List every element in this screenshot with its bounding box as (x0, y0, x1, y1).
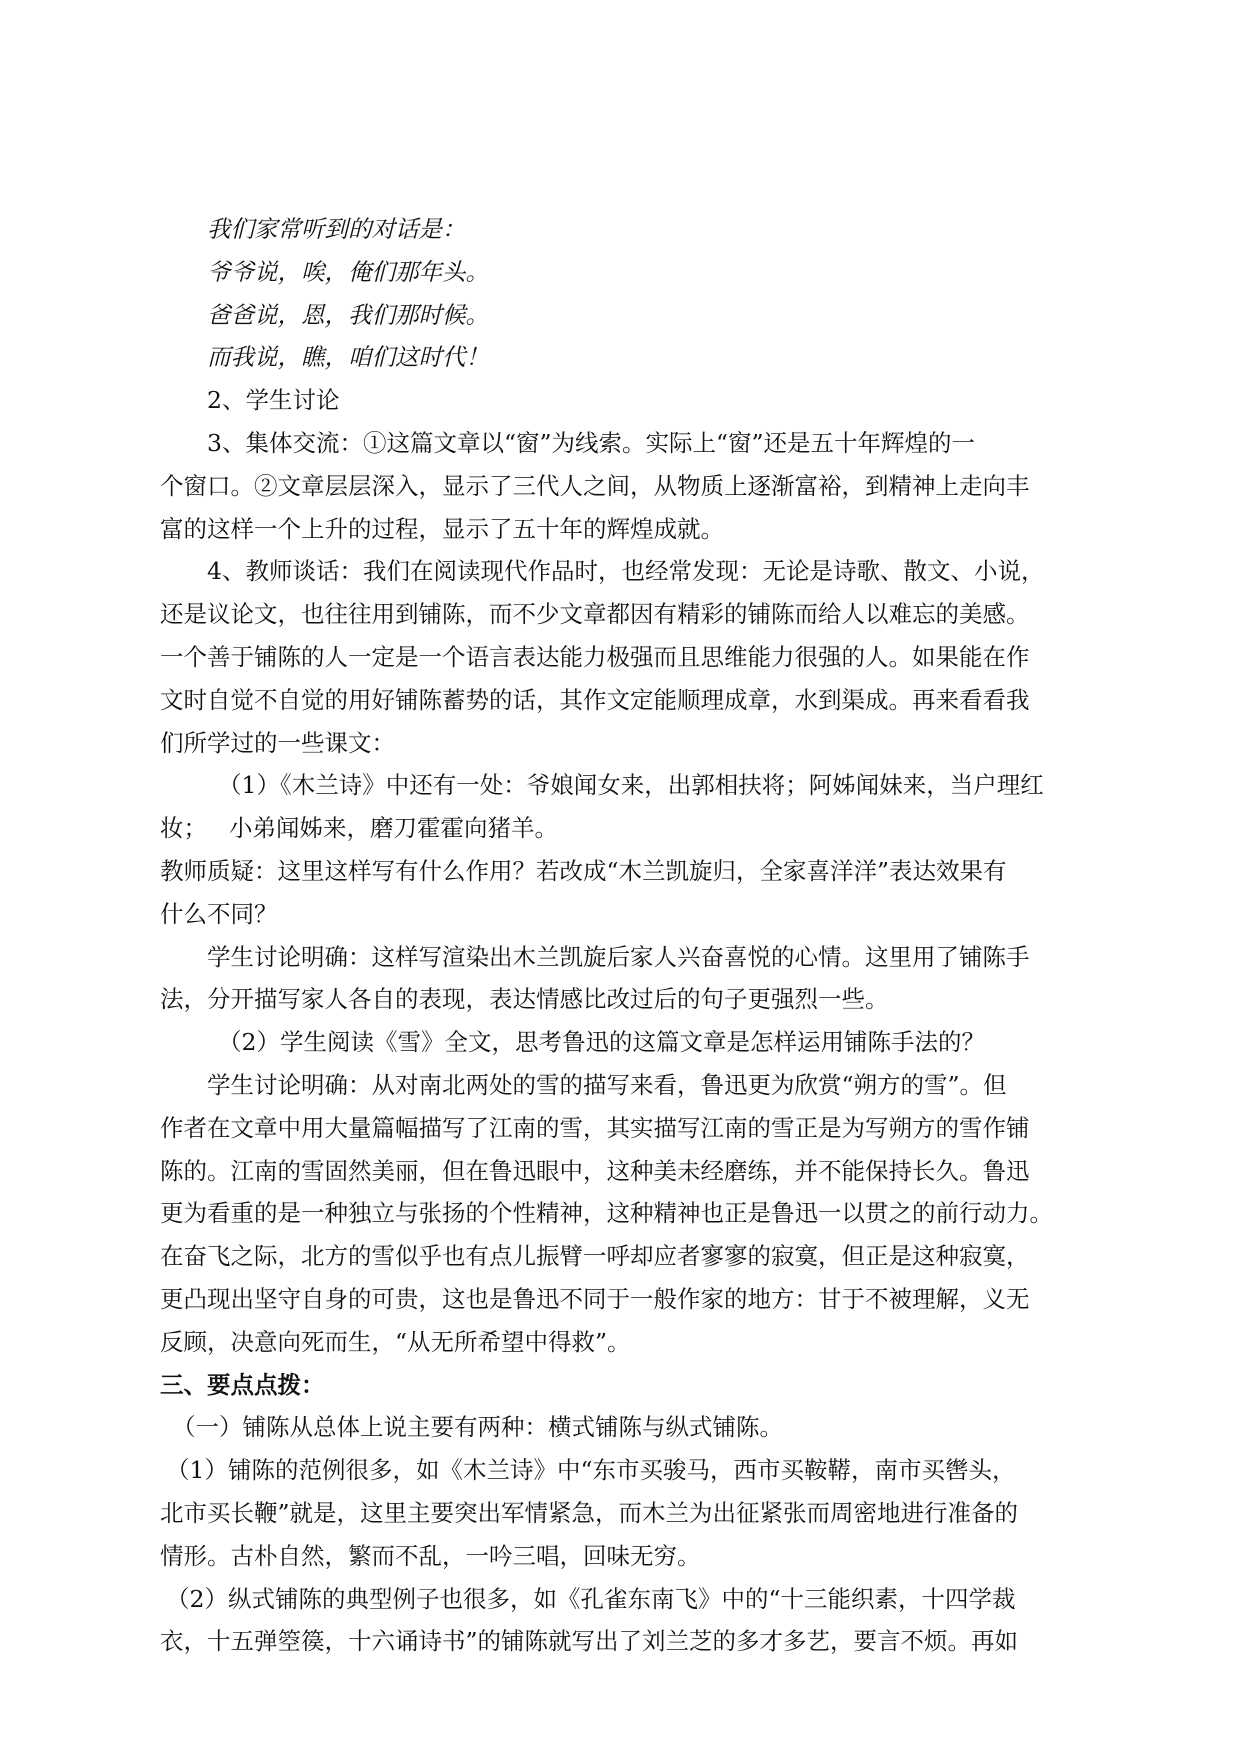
point-3-line: （2）纵式铺陈的典型例子也很多，如《孔雀东南飞》中的“十三能织素，十四学裁 (166, 1584, 1016, 1613)
section-4-line: 们所学过的一些课文： (160, 728, 395, 757)
section-3-line: 3、集体交流：①这篇文章以“窗”为线索。实际上“窗”还是五十年辉煌的一 (207, 428, 976, 457)
answer-2-line: 陈的。江南的雪固然美丽，但在鲁迅眼中，这种美未经磨练，并不能保持长久。鲁迅 (160, 1156, 1030, 1185)
document-body (160, 208, 1088, 1663)
section-4-line: 还是议论文，也往往用到铺陈，而不少文章都因有精彩的铺陈而给人以难忘的美感。 (160, 600, 1030, 629)
section-3-line: 富的这样一个上升的过程，显示了五十年的辉煌成就。 (160, 514, 724, 543)
quote-line: 爷爷说，唉，俺们那年头。 (207, 257, 489, 286)
answer-2-line: 反顾，决意向死而生，“从无所希望中得救”。 (160, 1327, 631, 1356)
quote-line: 爸爸说，恩，我们那时候。 (207, 300, 489, 329)
quote-line: 我们家常听到的对话是： (207, 215, 466, 243)
answer-1-line: 法，分开描写家人各自的表现，表达情感比改过后的句子更强烈一些。 (160, 985, 889, 1014)
example-2: （2）学生阅读《雪》全文，思考鲁迅的这篇文章是怎样运用铺陈手法的？ (218, 1028, 985, 1057)
point-3-line: 衣，十五弹箜篌，十六诵诗书”的铺陈就写出了刘兰芝的多才多艺，要言不烦。再如 (160, 1627, 1019, 1656)
teacher-question-line: 教师质疑：这里这样写有什么作用？若改成“木兰凯旋归，全家喜洋洋”表达效果有 (160, 856, 1007, 885)
quote-line: 而我说，瞧，咱们这时代！ (207, 343, 489, 372)
section-4-line: 一个善于铺陈的人一定是一个语言表达能力极强而且思维能力很强的人。如果能在作 (160, 642, 1030, 671)
section-2: 2、学生讨论 (207, 386, 340, 415)
answer-2-line: 作者在文章中用大量篇幅描写了江南的雪，其实描写江南的雪正是为写朔方的雪作铺 (160, 1113, 1030, 1142)
section-heading: 三、要点点拨： (160, 1370, 325, 1399)
section-3-line: 个窗口。②文章层层深入，显示了三代人之间，从物质上逐渐富裕，到精神上走向丰 (160, 471, 1030, 500)
example-1-part: 小弟闻姊来，磨刀霍霍向猪羊。 (229, 814, 558, 843)
answer-2-line: 更为看重的是一种独立与张扬的个性精神，这种精神也正是鲁迅一以贯之的前行动力。 (160, 1199, 1053, 1228)
answer-2-line: 在奋飞之际，北方的雪似乎也有点儿振臂一呼却应者寥寥的寂寞，但正是这种寂寞， (160, 1242, 1030, 1271)
example-1-line (160, 807, 1088, 850)
answer-1-line: 学生讨论明确：这样写渲染出木兰凯旋后家人兴奋喜悦的心情。这里用了铺陈手 (207, 942, 1030, 971)
point-1: （一）铺陈从总体上说主要有两种：横式铺陈与纵式铺陈。 (172, 1413, 783, 1442)
example-1-part: 妆； (160, 814, 207, 843)
answer-2-line: 学生讨论明确：从对南北两处的雪的描写来看，鲁迅更为欣赏“朔方的雪”。但 (207, 1070, 1007, 1099)
point-2-line: 北市买长鞭”就是，这里主要突出军情紧急，而木兰为出征紧张而周密地进行准备的 (160, 1498, 1019, 1527)
answer-2-line: 更凸现出坚守自身的可贵，这也是鲁迅不同于一般作家的地方：甘于不被理解，义无 (160, 1284, 1030, 1313)
example-1-line: （1）《木兰诗》中还有一处：爷娘闻女来，出郭相扶将；阿姊闻妹来，当户理红 (218, 771, 1044, 800)
point-2-line: 情形。古朴自然，繁而不乱，一吟三唱，回味无穷。 (160, 1541, 701, 1570)
point-2-line: （1）铺陈的范例很多，如《木兰诗》中“东市买骏马，西市买鞍鞯，南市买辔头， (166, 1456, 1016, 1485)
section-4-line: 4、教师谈话：我们在阅读现代作品时，也经常发现：无论是诗歌、散文、小说， (207, 557, 1045, 586)
teacher-question-line: 什么不同？ (160, 899, 278, 928)
section-4-line: 文时自觉不自觉的用好铺陈蓄势的话，其作文定能顺理成章，水到渠成。再来看看我 (160, 685, 1030, 714)
